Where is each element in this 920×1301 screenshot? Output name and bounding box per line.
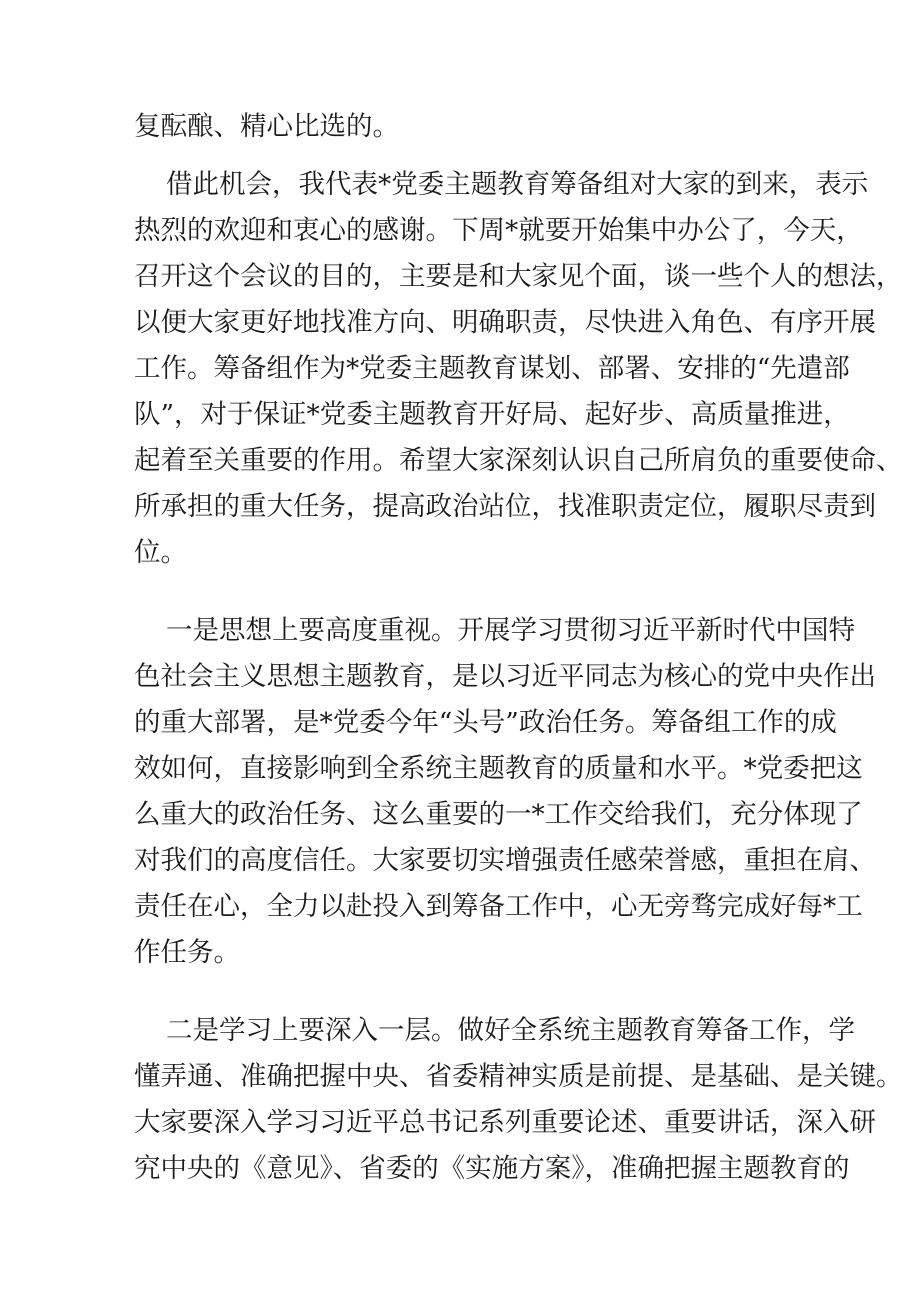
paragraph-line: 起着至关重要的作用。希望大家深刻认识自己所肩负的重要使命、	[134, 445, 903, 476]
paragraph-line: 的重大部署，是*党委今年“头号”政治任务。筹备组工作的成	[134, 707, 837, 738]
paragraph-line: 召开这个会议的目的，主要是和大家见个面，谈一些个人的想法，	[134, 261, 903, 292]
paragraph-line: 么重大的政治任务、这么重要的一*工作交给我们，充分体现了	[134, 799, 863, 830]
paragraph-line: 队”，对于保证*党委主题教育开好局、起好步、高质量推进，	[134, 399, 850, 430]
paragraph-line: 色社会主义思想主题教育，是以习近平同志为核心的党中央作出	[134, 661, 876, 692]
paragraph-line: 责任在心，全力以赴投入到筹备工作中，心无旁骛完成好每*工	[134, 891, 863, 922]
paragraph-line: 以便大家更好地找准方向、明确职责，尽快进入角色、有序开展	[134, 307, 876, 338]
paragraph-line: 二是学习上要深入一层。做好全系统主题教育筹备工作，学	[166, 1015, 855, 1046]
paragraph-line: 作任务。	[134, 937, 240, 968]
paragraph-line: 对我们的高度信任。大家要切实增强责任感荣誉感，重担在肩、	[134, 845, 876, 876]
paragraph-line: 借此机会，我代表*党委主题教育筹备组对大家的到来，表示	[166, 169, 869, 200]
paragraph-line: 热烈的欢迎和衷心的感谢。下周*就要开始集中办公了，今天，	[134, 215, 863, 246]
paragraph-line: 工作。筹备组作为*党委主题教育谋划、部署、安排的“先遣部	[134, 353, 850, 384]
paragraph-line: 懂弄通、准确把握中央、省委精神实质是前提、是基础、是关键。	[134, 1061, 903, 1092]
paragraph-line: 所承担的重大任务，提高政治站位，找准职责定位，履职尽责到	[134, 491, 876, 522]
paragraph-line: 位。	[134, 537, 187, 568]
paragraph-line: 效如何，直接影响到全系统主题教育的质量和水平。*党委把这	[134, 753, 863, 784]
paragraph-line: 大家要深入学习习近平总书记系列重要论述、重要讲话，深入研	[134, 1107, 876, 1138]
paragraph-line: 一是思想上要高度重视。开展学习贯彻习近平新时代中国特	[166, 615, 855, 646]
paragraph-line: 究中央的《意见》、省委的《实施方案》，准确把握主题教育的	[134, 1153, 850, 1184]
paragraph-line: 复酝酿、精心比选的。	[134, 111, 399, 142]
